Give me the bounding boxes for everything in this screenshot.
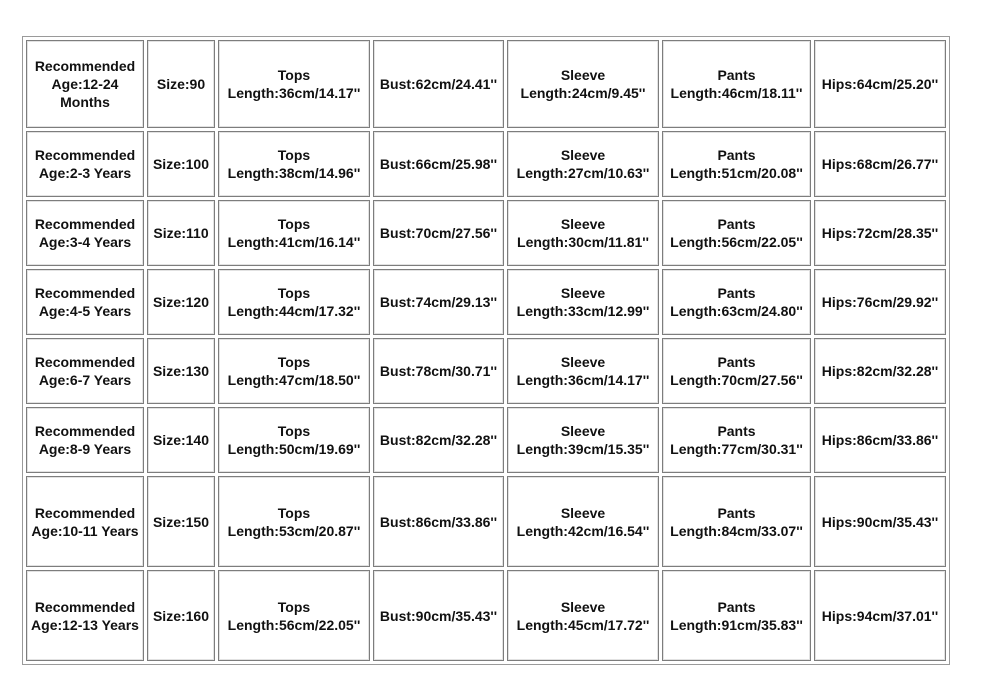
recommended-age-cell: Recommended Age:8-9 Years [26, 407, 144, 473]
size-cell: Size:100 [147, 131, 215, 197]
bust-cell: Bust:70cm/27.56'' [373, 200, 504, 266]
hips-cell: Hips:82cm/32.28'' [814, 338, 946, 404]
bust-cell: Bust:82cm/32.28'' [373, 407, 504, 473]
hips-cell: Hips:76cm/29.92'' [814, 269, 946, 335]
size-chart-body [26, 40, 946, 661]
tops-length-cell: Tops Length:38cm/14.96'' [218, 131, 370, 197]
hips-cell: Hips:68cm/26.77'' [814, 131, 946, 197]
bust-cell: Bust:62cm/24.41'' [373, 40, 504, 128]
sleeve-length-cell: Sleeve Length:39cm/15.35'' [507, 407, 659, 473]
pants-length-cell: Pants Length:51cm/20.08'' [662, 131, 811, 197]
sleeve-length-cell: Sleeve Length:42cm/16.54'' [507, 476, 659, 567]
tops-length-cell: Tops Length:47cm/18.50'' [218, 338, 370, 404]
size-chart-table [22, 36, 950, 665]
size-cell: Size:140 [147, 407, 215, 473]
table-row [26, 407, 946, 473]
pants-length-cell: Pants Length:91cm/35.83'' [662, 570, 811, 661]
hips-cell: Hips:90cm/35.43'' [814, 476, 946, 567]
tops-length-cell: Tops Length:56cm/22.05'' [218, 570, 370, 661]
sleeve-length-cell: Sleeve Length:36cm/14.17'' [507, 338, 659, 404]
recommended-age-cell: Recommended Age:6-7 Years [26, 338, 144, 404]
pants-length-cell: Pants Length:84cm/33.07'' [662, 476, 811, 567]
tops-length-cell: Tops Length:44cm/17.32'' [218, 269, 370, 335]
size-cell: Size:90 [147, 40, 215, 128]
size-cell: Size:120 [147, 269, 215, 335]
pants-length-cell: Pants Length:63cm/24.80'' [662, 269, 811, 335]
recommended-age-cell: Recommended Age:3-4 Years [26, 200, 144, 266]
table-row [26, 40, 946, 128]
bust-cell: Bust:86cm/33.86'' [373, 476, 504, 567]
size-cell: Size:110 [147, 200, 215, 266]
tops-length-cell: Tops Length:50cm/19.69'' [218, 407, 370, 473]
hips-cell: Hips:86cm/33.86'' [814, 407, 946, 473]
size-cell: Size:160 [147, 570, 215, 661]
table-row [26, 269, 946, 335]
sleeve-length-cell: Sleeve Length:30cm/11.81'' [507, 200, 659, 266]
hips-cell: Hips:64cm/25.20'' [814, 40, 946, 128]
size-cell: Size:130 [147, 338, 215, 404]
table-row [26, 200, 946, 266]
hips-cell: Hips:72cm/28.35'' [814, 200, 946, 266]
sleeve-length-cell: Sleeve Length:27cm/10.63'' [507, 131, 659, 197]
bust-cell: Bust:66cm/25.98'' [373, 131, 504, 197]
recommended-age-cell: Recommended Age:12-13 Years [26, 570, 144, 661]
recommended-age-cell: Recommended Age:12-24 Months [26, 40, 144, 128]
tops-length-cell: Tops Length:36cm/14.17'' [218, 40, 370, 128]
bust-cell: Bust:78cm/30.71'' [373, 338, 504, 404]
sleeve-length-cell: Sleeve Length:45cm/17.72'' [507, 570, 659, 661]
pants-length-cell: Pants Length:56cm/22.05'' [662, 200, 811, 266]
recommended-age-cell: Recommended Age:4-5 Years [26, 269, 144, 335]
pants-length-cell: Pants Length:46cm/18.11'' [662, 40, 811, 128]
table-row [26, 338, 946, 404]
size-cell: Size:150 [147, 476, 215, 567]
hips-cell: Hips:94cm/37.01'' [814, 570, 946, 661]
bust-cell: Bust:74cm/29.13'' [373, 269, 504, 335]
recommended-age-cell: Recommended Age:10-11 Years [26, 476, 144, 567]
pants-length-cell: Pants Length:70cm/27.56'' [662, 338, 811, 404]
table-row [26, 131, 946, 197]
pants-length-cell: Pants Length:77cm/30.31'' [662, 407, 811, 473]
bust-cell: Bust:90cm/35.43'' [373, 570, 504, 661]
sleeve-length-cell: Sleeve Length:33cm/12.99'' [507, 269, 659, 335]
table-row [26, 476, 946, 567]
recommended-age-cell: Recommended Age:2-3 Years [26, 131, 144, 197]
table-row [26, 570, 946, 661]
tops-length-cell: Tops Length:41cm/16.14'' [218, 200, 370, 266]
tops-length-cell: Tops Length:53cm/20.87'' [218, 476, 370, 567]
sleeve-length-cell: Sleeve Length:24cm/9.45'' [507, 40, 659, 128]
